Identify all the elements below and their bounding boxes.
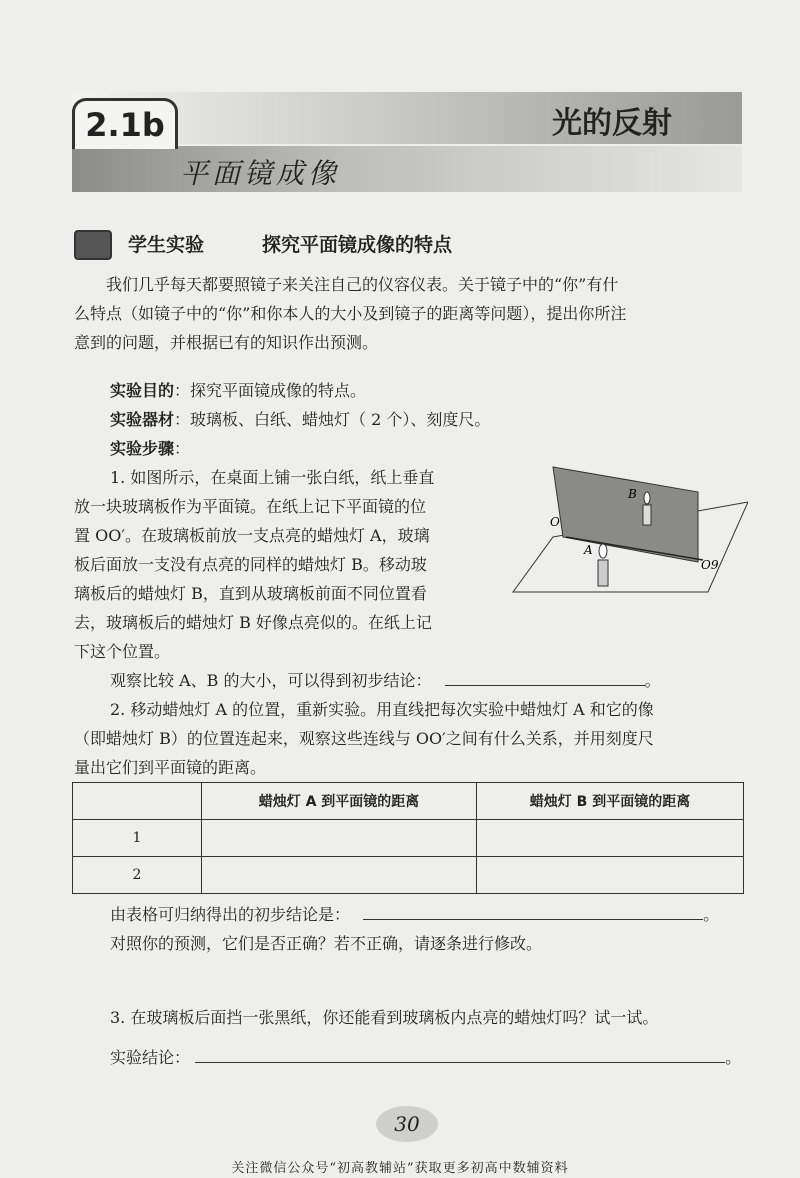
- intro-line: 我们几乎每天都要照镜子来关注自己的仪容仪表。关于镜子中的“你”有什: [106, 275, 619, 294]
- table-row: [73, 857, 744, 894]
- step3-line: 3. 在玻璃板后面挡一张黑纸，你还能看到玻璃板内点亮的蜡烛灯吗？试一试。: [110, 1008, 659, 1027]
- chapter-title: 光的反射: [552, 106, 672, 141]
- experiment-icon: [74, 230, 112, 260]
- steps-colon: ：: [174, 439, 191, 458]
- table-cell-input[interactable]: [477, 820, 744, 857]
- candle-b-flame: [644, 492, 650, 504]
- label-a: A: [584, 543, 593, 557]
- equipment-label: 实验器材: [110, 410, 175, 429]
- observe-period: 。: [644, 671, 661, 690]
- equipment-text: ：玻璃板、白纸、蜡烛灯（ 2 个）、刻度尺。: [174, 410, 491, 429]
- purpose-label: 实验目的: [110, 381, 175, 400]
- step1-line: 板后面放一支没有点亮的同样的蜡烛灯 B。移动玻: [74, 555, 427, 574]
- label-o: O: [550, 515, 560, 529]
- step2-line: 2. 移动蜡烛灯 A 的位置，重新实验。用直线把每次实验中蜡烛灯 A 和它的像: [110, 700, 654, 719]
- step1-line: 放一块玻璃板作为平面镜。在纸上记下平面镜的位: [74, 497, 427, 516]
- label-b: B: [628, 487, 637, 501]
- candle-a: [598, 560, 608, 586]
- conclusion1-text: 由表格可归纳得出的初步结论是：: [110, 905, 351, 924]
- table-cell-input[interactable]: [202, 820, 477, 857]
- intro-line: 么特点（如镜子中的“你”和你本人的大小及到镜子的距离等问题），提出你所注: [74, 304, 627, 323]
- section-number: 2.1b: [72, 98, 178, 149]
- step2-line: 量出它们到平面镜的距离。: [74, 758, 267, 777]
- table-cell: 2: [73, 857, 202, 894]
- conclusion1-blank[interactable]: [363, 901, 703, 920]
- result-line: [110, 1043, 741, 1072]
- steps-label: 实验步骤: [110, 439, 175, 458]
- table-cell: 1: [73, 820, 202, 857]
- result-label: 实验结论：: [110, 1048, 191, 1067]
- intro-paragraph: [74, 270, 754, 357]
- mirror-figure: [508, 462, 748, 602]
- observe-line: [110, 666, 661, 695]
- experiment-title: 探究平面镜成像的特点: [262, 234, 453, 256]
- step2-line: （即蜡烛灯 B）的位置连起来，观察这些连线与 OO′之间有什么关系，并用刻度尺: [74, 729, 654, 748]
- subheader-bar: [72, 146, 742, 192]
- candle-a-flame: [599, 544, 607, 558]
- table-cell-input[interactable]: [477, 857, 744, 894]
- page-number: 30: [376, 1106, 438, 1142]
- purpose-text: ：探究平面镜成像的特点。: [174, 381, 367, 400]
- table-header: 蜡烛灯 A 到平面镜的距离: [202, 783, 477, 820]
- conclusion1-line: [110, 900, 719, 929]
- observe-text: 观察比较 A、B 的大小，可以得到初步结论：: [110, 671, 432, 690]
- purpose-line: [110, 376, 366, 405]
- experiment-label: 学生实验: [128, 234, 205, 256]
- conclusion1-period: 。: [703, 905, 720, 924]
- table-header: [73, 783, 202, 820]
- glass-plate: [553, 467, 698, 562]
- step1-paragraph: [74, 463, 504, 666]
- section-subtitle: 平面镜成像: [180, 157, 341, 190]
- conclusion2-line: 对照你的预测，它们是否正确？若不正确，请逐条进行修改。: [110, 934, 543, 953]
- footer-note: 关注微信公众号“初高教辅站”获取更多初高中数辅资料: [231, 1161, 569, 1176]
- step1-line: 下这个位置。: [74, 642, 171, 661]
- table-row: [73, 820, 744, 857]
- step1-line: 置 OO′。在玻璃板前放一支点亮的蜡烛灯 A，玻璃: [74, 526, 430, 545]
- step1-line: 璃板后的蜡烛灯 B，直到从玻璃板前面不同位置看: [74, 584, 427, 603]
- intro-line: 意到的问题，并根据已有的知识作出预测。: [74, 333, 379, 352]
- step2-paragraph: [74, 695, 764, 782]
- equipment-line: [110, 405, 490, 434]
- result-blank[interactable]: [195, 1044, 725, 1063]
- table-cell-input[interactable]: [202, 857, 477, 894]
- steps-line: [110, 434, 190, 463]
- observe-blank[interactable]: [445, 667, 645, 686]
- step1-line: 1. 如图所示，在桌面上铺一张白纸，纸上垂直: [110, 468, 435, 487]
- result-period: 。: [725, 1048, 742, 1067]
- label-o-prime: O9: [701, 558, 719, 572]
- step1-line: 去，玻璃板后的蜡烛灯 B 好像点亮似的。在纸上记: [74, 613, 432, 632]
- table-header-row: [73, 783, 744, 820]
- distance-table: [72, 782, 744, 894]
- table-header: 蜡烛灯 B 到平面镜的距离: [477, 783, 744, 820]
- candle-b: [643, 505, 651, 525]
